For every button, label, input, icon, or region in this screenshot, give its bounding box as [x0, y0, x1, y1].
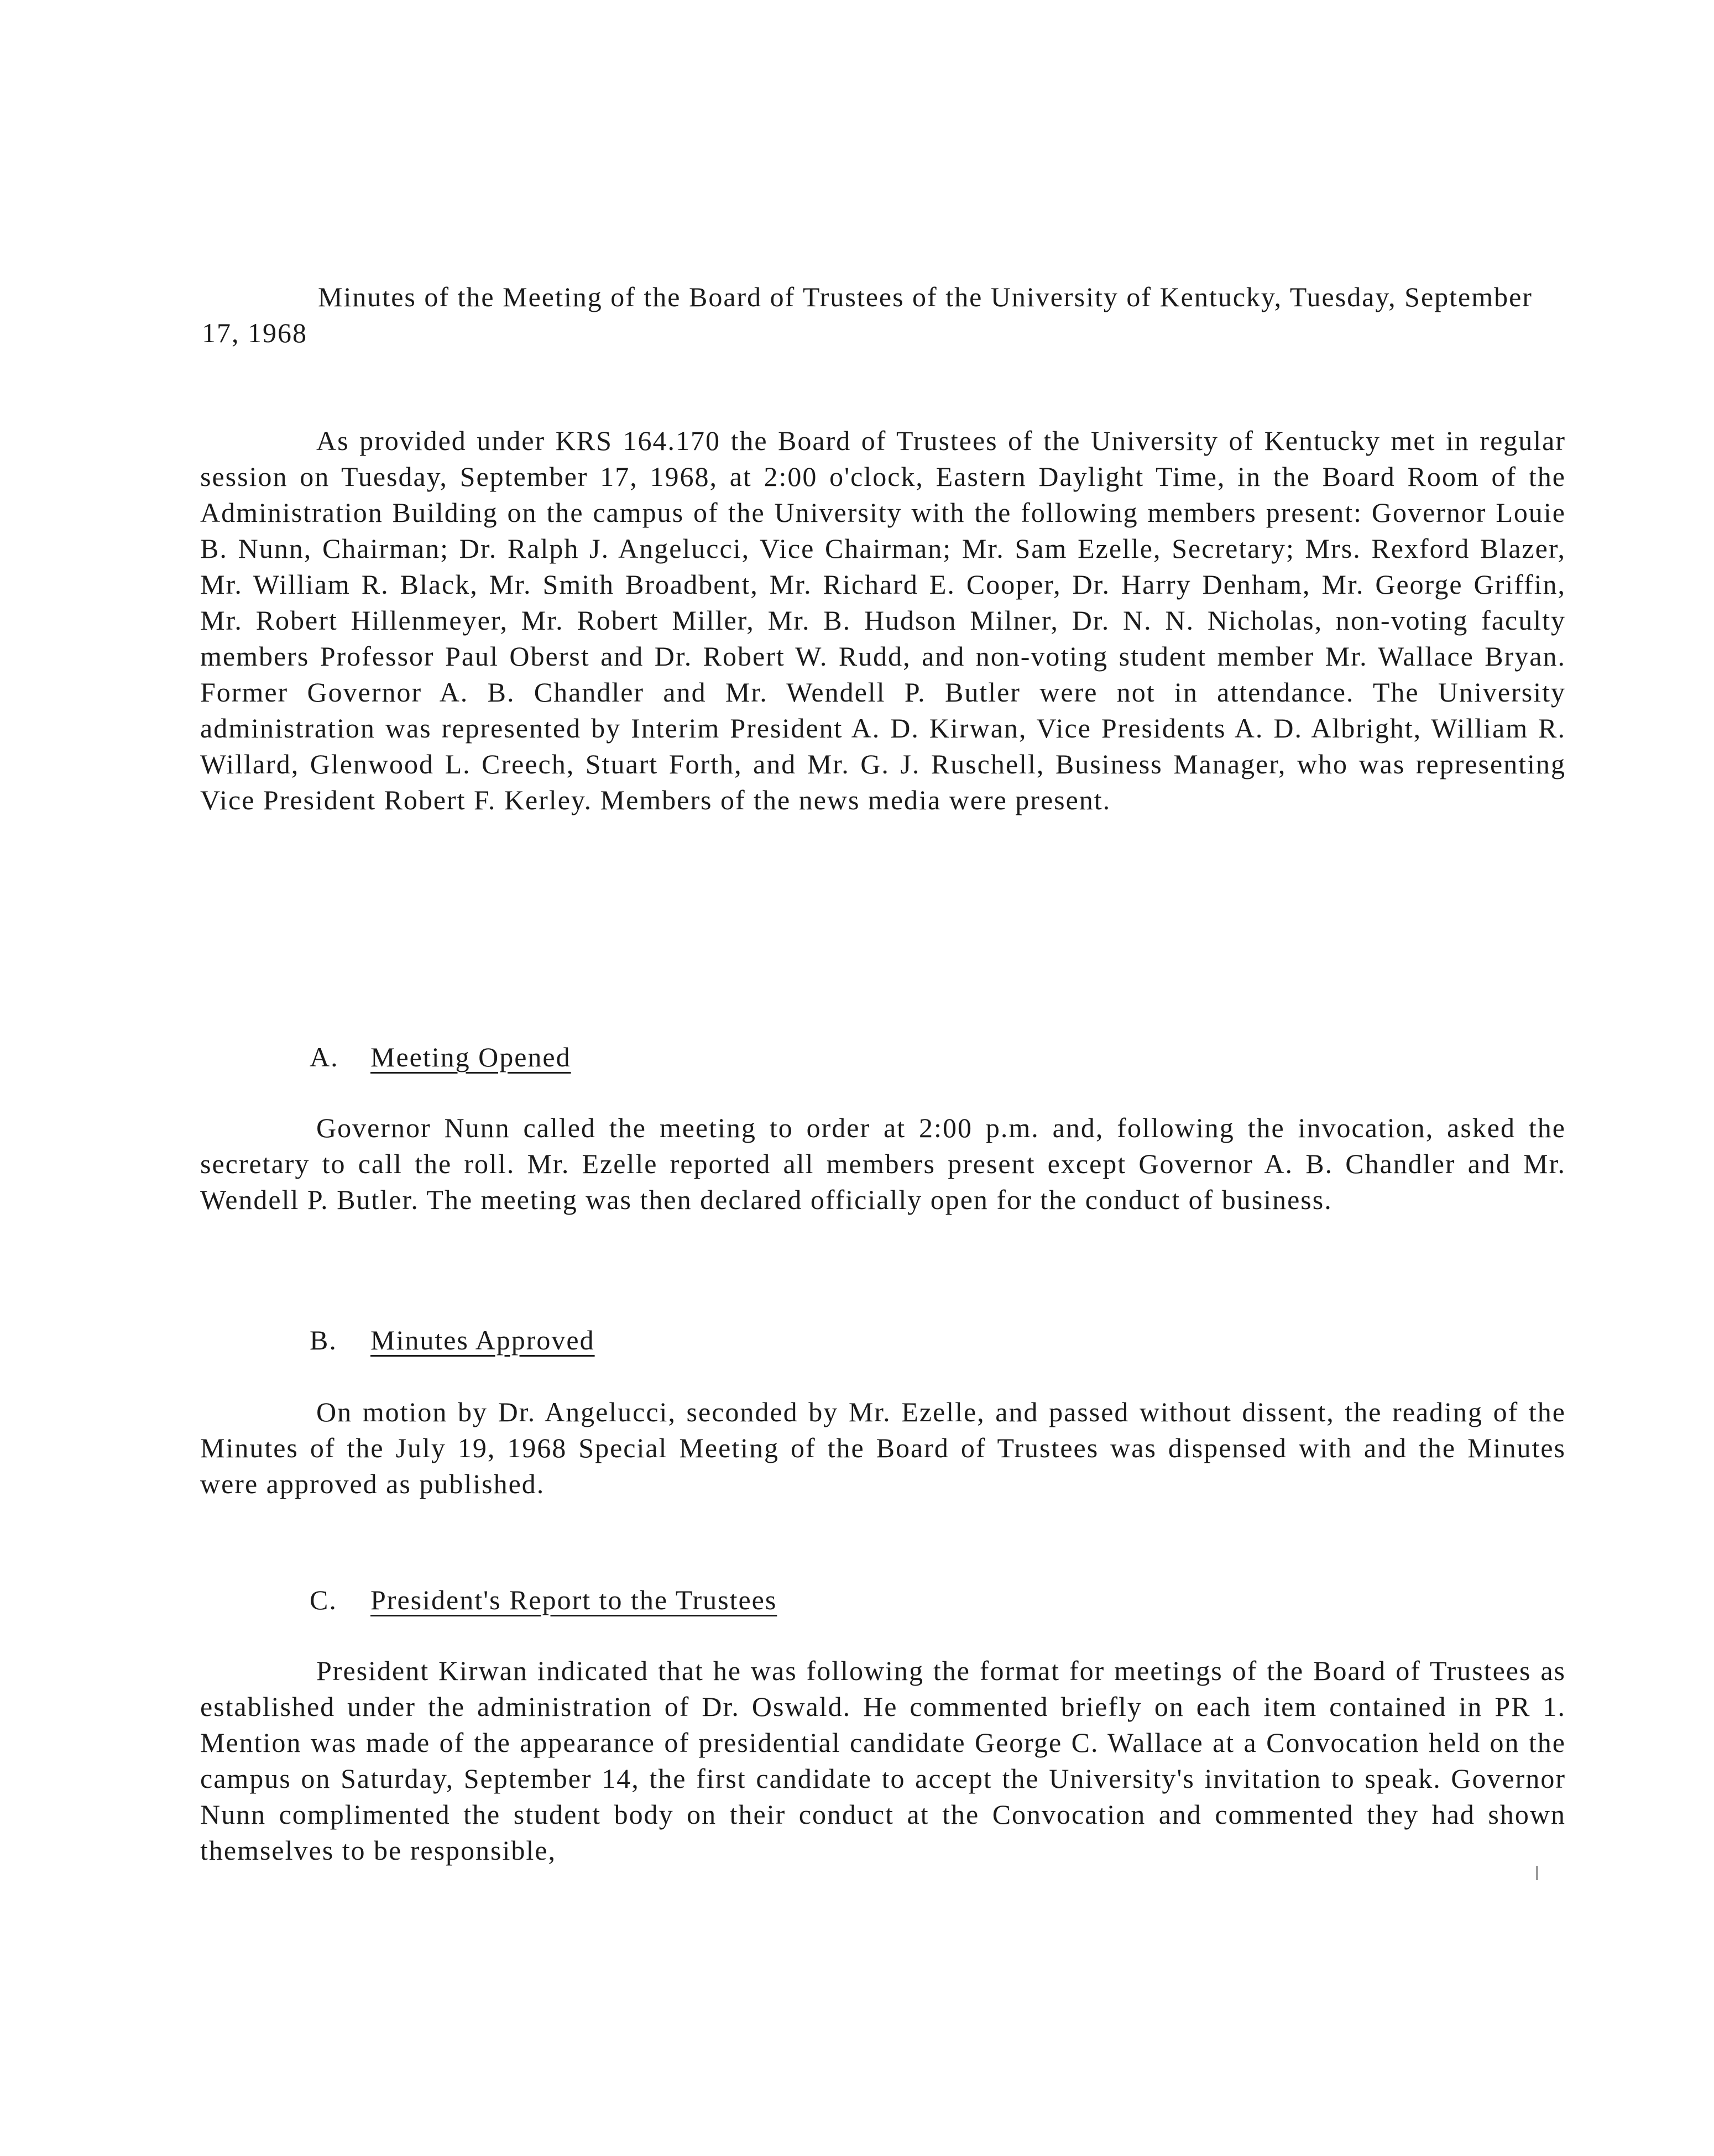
intro-paragraph: As provided under KRS 164.170 the Board of Trustees of the University of Kentucky met in regular session on Tuesday, September 17, 1968, at 2:00 o'clock, Eastern Daylight Time, in the Board Room of the Administration Building on the campus of the University with the following members present: Governor Louie B. Nunn, Chairman; Dr. Ralph J. Angelucci, Vice Chairman; Mr. Sam Ezelle, Secretary; Mrs. Rexford Blazer, Mr. William R. Black, Mr. Smith Broadbent, Mr. Richard E. Cooper, Dr. Harry Denham, Mr. George Griffin, Mr. Robert Hillenmeyer, Mr. Robert Miller, Mr. B. Hudson Milner, Dr. N. N. Nicholas, non-voting faculty members Professor Paul Oberst and Dr. Robert W. Rudd, and non-voting student member Mr. Wallace Bryan. Former Governor A. B. Chandler and Mr. Wendell P. Butler were not in attendance. The University administration was represented by Interim President A. D. Kirwan, Vice Presidents A. D. Albright, William R. Willard, Glenwood L. Creech, Stuart Forth, and Mr. G. J. Ruschell, Business Manager, who was representing Vice President Robert F. Kerley. Members of the news media were present.: [200, 425, 1566, 815]
section-a-title: Meeting Opened: [370, 1042, 571, 1072]
section-a-letter: A.: [310, 1042, 339, 1072]
section-c-paragraph: President Kirwan indicated that he was following the format for meetings of the Board of Trustees as established under the administration of Dr. Oswald. He commented briefly on each item contained in PR 1. Mention was made of the appearance of presidential candidate George C. Wallace at a Convocation held on the campus on Saturday, September 14, the first candidate to accept the University's invitation to speak. Governor Nunn complimented the student body on their conduct at the Convocation and commented they had shown themselves to be responsible,: [200, 1655, 1566, 1866]
document-title: Minutes of the Meeting of the Board of Trustees of the University of Kentucky, Tuesday, September 17, 1968: [202, 281, 1533, 348]
section-c-letter: C.: [310, 1584, 337, 1615]
scan-mark: [1536, 1866, 1538, 1880]
section-b-heading: [310, 1322, 595, 1358]
section-a-heading: [310, 1039, 571, 1075]
section-b-paragraph: On motion by Dr. Angelucci, seconded by Mr. Ezelle, and passed without dissent, the reading of the Minutes of the July 19, 1968 Special Meeting of the Board of Trustees was dispensed with and the Minutes were approved as published.: [200, 1396, 1566, 1499]
section-b-title: Minutes Approved: [370, 1325, 595, 1356]
section-b-letter: B.: [310, 1325, 337, 1356]
section-a-paragraph: Governor Nunn called the meeting to order at 2:00 p.m. and, following the invocation, asked the secretary to call the roll. Mr. Ezelle reported all members present except Governor A. B. Chandler and Mr. Wendell P. Butler. The meeting was then declared officially open for the conduct of business.: [200, 1112, 1566, 1215]
section-c-title: President's Report to the Trustees: [370, 1584, 777, 1615]
section-c-heading: [310, 1582, 777, 1618]
